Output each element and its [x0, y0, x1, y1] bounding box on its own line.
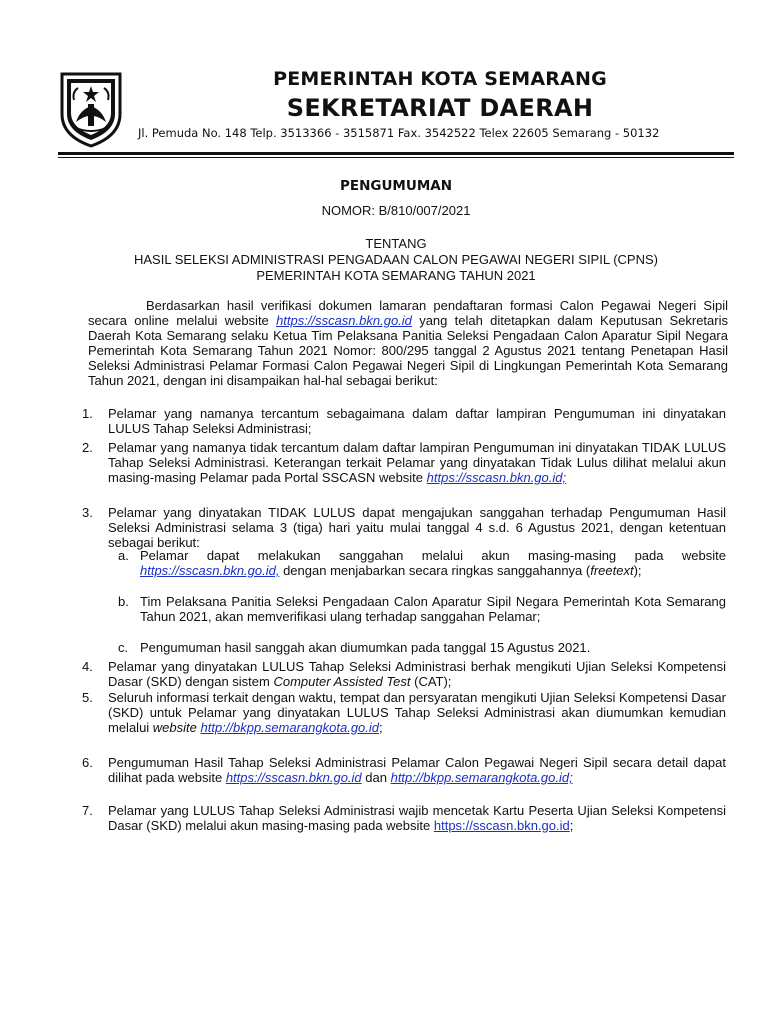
list-item-6: 6. Pengumuman Hasil Tahap Seleksi Administrasi Pelamar Calon Pegawai Negeri Sipil secara detail dapat dilihat pada website https://sscasn.bkn.go.id dan http://bkpp.semarangkota.go.id; — [82, 755, 726, 785]
city-coat-of-arms-logo — [58, 70, 124, 148]
announcement-subject-line2: PEMERINTAH KOTA SEMARANG TAHUN 2021 — [256, 268, 536, 283]
sscasn-link[interactable]: https://sscasn.bkn.go.id, — [140, 563, 280, 578]
sscasn-link[interactable]: https://sscasn.bkn.go.id — [225, 770, 362, 785]
bkpp-link[interactable]: http://bkpp.semarangkota.go.id — [200, 720, 380, 735]
list-item-1: 1. Pelamar yang namanya tercantum sebagaimana dalam daftar lampiran Pengumuman ini dinyatakan LULUS Tahap Seleksi Administrasi; — [82, 406, 726, 436]
announcement-title: PENGUMUMAN — [339, 178, 453, 194]
list-item-2: 2. Pelamar yang namanya tidak tercantum dalam daftar lampiran Pengumuman ini dinyatakan TIDAK LULUS Tahap Seleksi Administrasi. Keterangan terkait Pelamar yang dinyatakan Tidak Lulus dilihat melalui akun masing-masing Pelamar pada Portal SSCASN website https://sscasn.bkn.go.id; — [82, 440, 726, 485]
list-item-3: 3. Pelamar yang dinyatakan TIDAK LULUS dapat mengajukan sanggahan terhadap Pengumuman Hasil Seleksi Administrasi selama 3 (tiga) hari yaitu mulai tanggal 4 s.d. 6 Agustus 2021, dengan ketentuan sebagai berikut: — [82, 505, 726, 550]
header-divider-thin — [58, 157, 734, 158]
list-item-5: 5. Seluruh informasi terkait dengan waktu, tempat dan persyaratan mengikuti Ujian Seleksi Kompetensi Dasar (SKD) untuk Pelamar yang dinyatakan LULUS Tahap Seleksi Administrasi akan diumumkan kemudian melalui website http://bkpp.semarangkota.go.id; — [82, 690, 726, 735]
list-subitem-a: a. Pelamar dapat melakukan sanggahan melalui akun masing-masing pada website https://sscasn.bkn.go.id, dengan menjabarkan secara ringkas sanggahannya (freetext); — [118, 548, 726, 578]
bkpp-link[interactable]: http://bkpp.semarangkota.go.id; — [390, 770, 573, 785]
sscasn-link[interactable]: https://sscasn.bkn.go.id; — [426, 470, 567, 485]
sscasn-link[interactable]: https://sscasn.bkn.go.id — [433, 818, 570, 833]
announcement-number: NOMOR: B/810/007/2021 — [321, 203, 471, 218]
sscasn-link[interactable]: https://sscasn.bkn.go.id — [276, 313, 412, 328]
announcement-subject-line1: HASIL SELEKSI ADMINISTRASI PENGADAAN CALON PEGAWAI NEGERI SIPIL (CPNS) — [134, 252, 658, 267]
list-subitem-c: c. Pengumuman hasil sanggah akan diumumkan pada tanggal 15 Agustus 2021. — [118, 640, 591, 655]
header-department: SEKRETARIAT DAERAH — [286, 94, 594, 122]
intro-paragraph: Berdasarkan hasil verifikasi dokumen lamaran pendaftaran formasi Calon Pegawai Negeri Sipil secara online melalui website https://sscasn.bkn.go.id yang telah ditetapkan dalam Keputusan Sekretaris Daerah Kota Semarang selaku Ketua Tim Pelaksana Panitia Seleksi Pengadaan Calon Aparatur Sipil Negara Pemerintah Kota Semarang Tahun 2021 Nomor: 800/295 tanggal 2 Agustus 2021 tentang Penetapan Hasil Seleksi Administrasi Pelamar Formasi Calon Pegawai Negeri Sipil di Lingkungan Pemerintah Kota Semarang Tahun 2021, dengan ini disampaikan hal-hal sebagai berikut: — [88, 298, 728, 388]
list-subitem-b: b. Tim Pelaksana Panitia Seleksi Pengadaan Calon Aparatur Sipil Negara Pemerintah Kota Semarang Tahun 2021, akan memverifikasi ulang terhadap sanggahan Pelamar; — [118, 594, 726, 624]
header-address: Jl. Pemuda No. 148 Telp. 3513366 - 3515871 Fax. 3542522 Telex 22605 Semarang - 50132 — [138, 126, 660, 140]
list-item-7: 7. Pelamar yang LULUS Tahap Seleksi Administrasi wajib mencetak Kartu Peserta Ujian Seleksi Kompetensi Dasar (SKD) melalui akun masing-masing pada website https://sscasn.bkn.go.id; — [82, 803, 726, 833]
announcement-about: TENTANG — [365, 236, 427, 251]
header-divider-thick — [58, 152, 734, 155]
header-organization: PEMERINTAH KOTA SEMARANG — [273, 68, 607, 90]
list-item-4: 4. Pelamar yang dinyatakan LULUS Tahap Seleksi Administrasi berhak mengikuti Ujian Seleksi Kompetensi Dasar (SKD) dengan sistem Computer Assisted Test (CAT); — [82, 659, 726, 689]
